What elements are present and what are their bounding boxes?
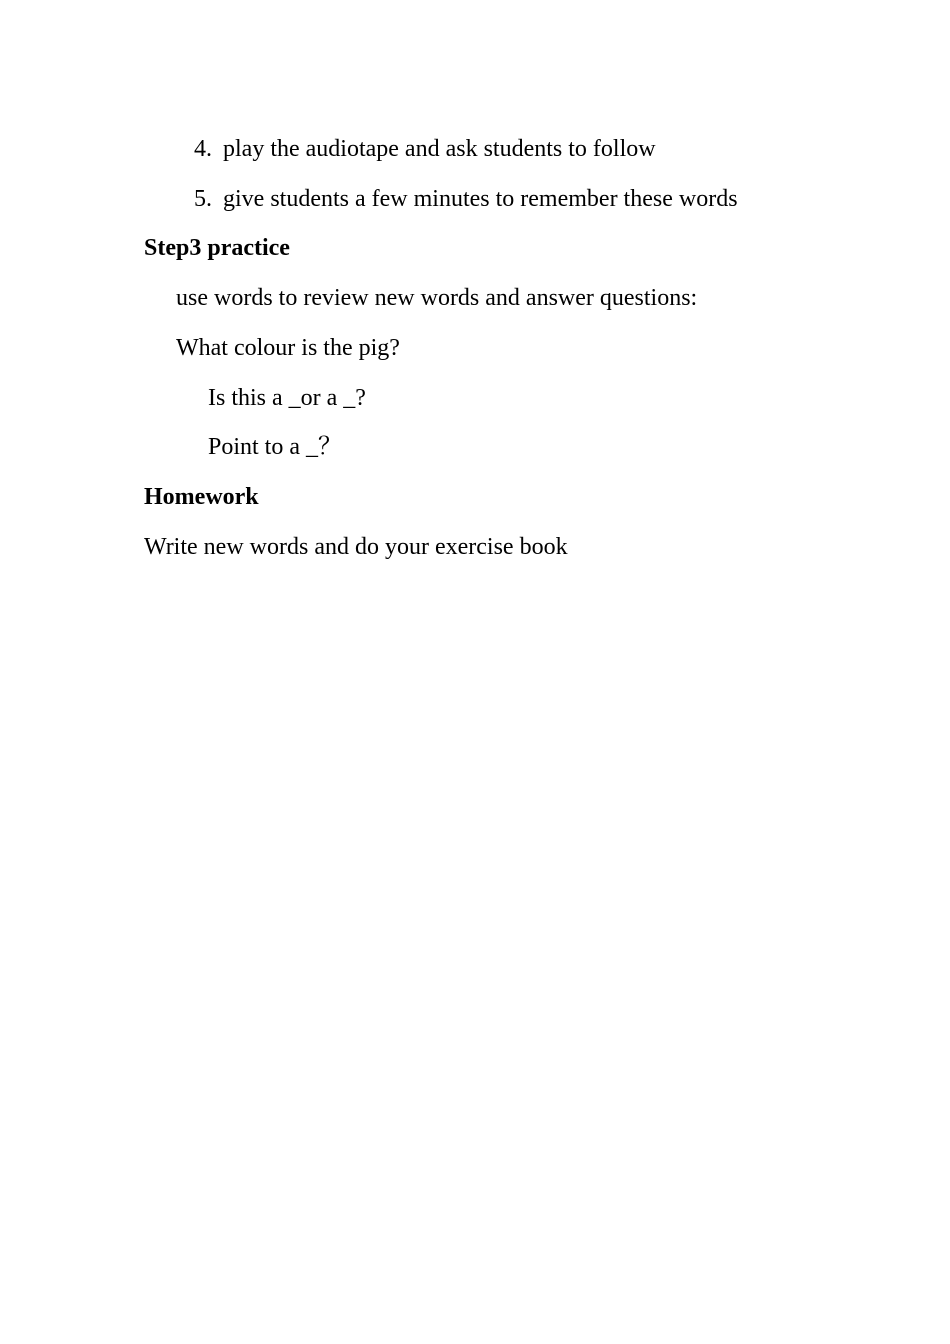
- step3-heading: Step3 practice: [144, 235, 290, 261]
- question-line: Is this a _or a _?: [208, 385, 366, 411]
- homework-text: Write new words and do your exercise book: [144, 534, 568, 560]
- homework-heading: Homework: [144, 484, 259, 510]
- list-item-number: 5.: [194, 186, 212, 212]
- question-line: Point to a _？: [208, 434, 343, 460]
- question-line: What colour is the pig?: [176, 335, 400, 361]
- list-item-text: play the audiotape and ask students to follow: [223, 136, 656, 162]
- list-item-text: give students a few minutes to remember these words: [223, 186, 738, 212]
- list-item-number: 4.: [194, 136, 212, 162]
- practice-intro: use words to review new words and answer questions:: [176, 285, 698, 311]
